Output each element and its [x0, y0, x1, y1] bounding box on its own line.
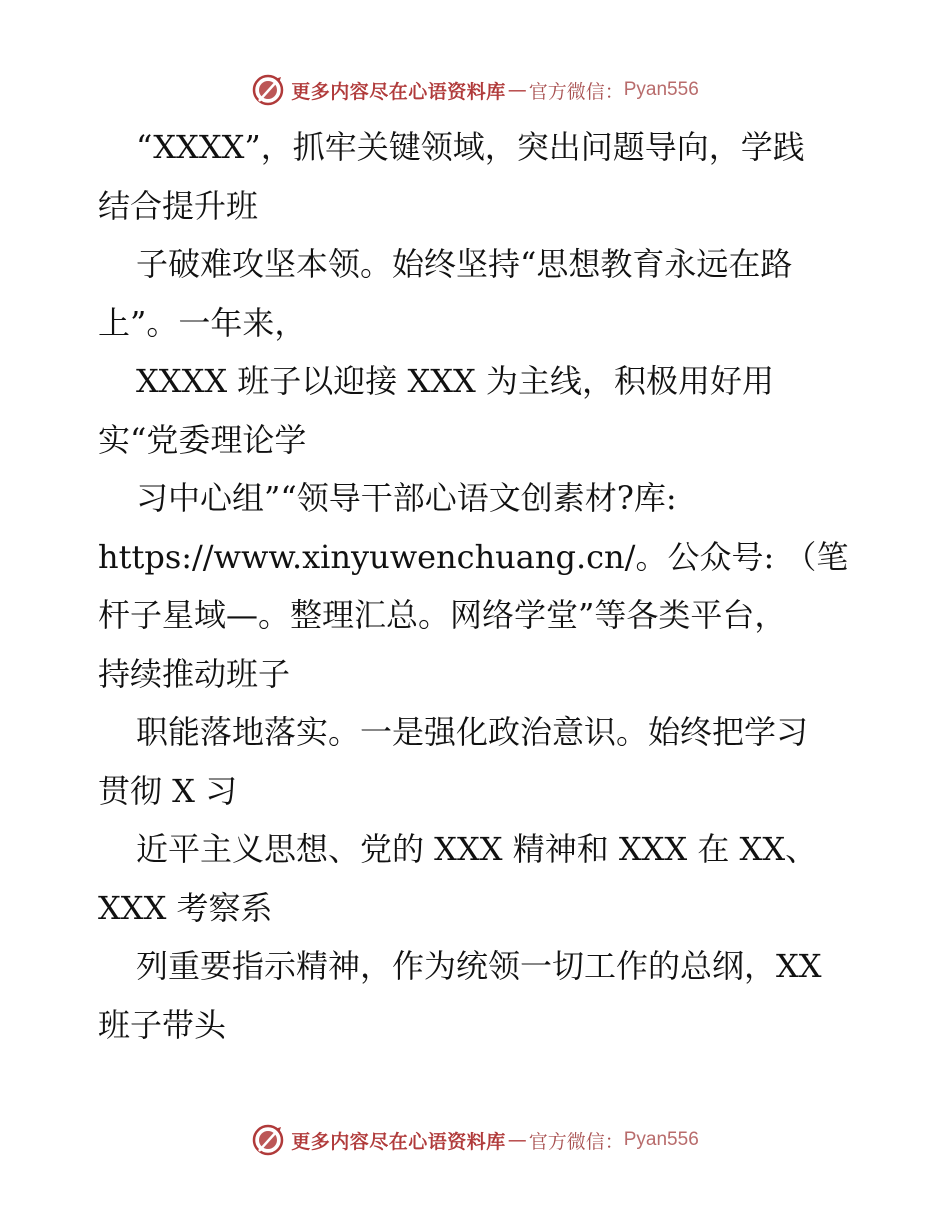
- text-line: 列重要指示精神，作为统领一切工作的总纲，XX: [136, 947, 822, 985]
- footer-banner: [0, 1120, 950, 1160]
- header-wechat-label: 官方微信：: [528, 80, 624, 103]
- header-banner: [0, 70, 950, 110]
- text-line: XXXX 班子以迎接 XXX 为主线，积极用好用: [136, 362, 774, 400]
- body-text: [98, 118, 858, 1054]
- text-line: 职能落地落实。一是强化政治意识。始终把学习: [136, 713, 809, 751]
- text-line: 杆子星域—。整理汇总。网络学堂”等各类平台，: [98, 596, 787, 634]
- footer-separator: —: [507, 1129, 527, 1151]
- text-line-url: https://www.xinyuwenchuang.cn/。公众号: （笔: [98, 537, 849, 576]
- text-line: 贯彻 X 习: [98, 771, 238, 810]
- text-line: “XXXX”，抓牢关键领域，突出问题导向，学践: [136, 128, 805, 166]
- pen-seal-icon: [251, 73, 285, 107]
- text-line: 班子带头: [98, 1005, 227, 1044]
- text-line: 子破难攻坚本领。始终坚持“思想教育永远在路: [136, 245, 793, 283]
- text-line: 实“党委理论学: [98, 420, 307, 459]
- text-line: 结合提升班: [98, 186, 259, 225]
- header-wechat-id: Pyan556: [623, 79, 699, 100]
- header-site-text: 更多内容尽在心语资料库: [291, 80, 506, 103]
- text-line: 持续推动班子: [98, 654, 291, 693]
- text-line: 上”。一年来，: [98, 303, 307, 342]
- pen-seal-icon: [251, 1123, 285, 1157]
- text-line: 习中心组”“领导干部心语文创素材?库:: [136, 479, 677, 517]
- footer-wechat-id: Pyan556: [623, 1129, 699, 1150]
- text-line: 近平主义思想、党的 XXX 精神和 XXX 在 XX、: [136, 830, 818, 868]
- text-line: XXX 考察系: [98, 888, 273, 927]
- footer-site-text: 更多内容尽在心语资料库: [291, 1130, 506, 1153]
- header-separator: —: [507, 79, 527, 101]
- footer-wechat-label: 官方微信：: [528, 1130, 624, 1153]
